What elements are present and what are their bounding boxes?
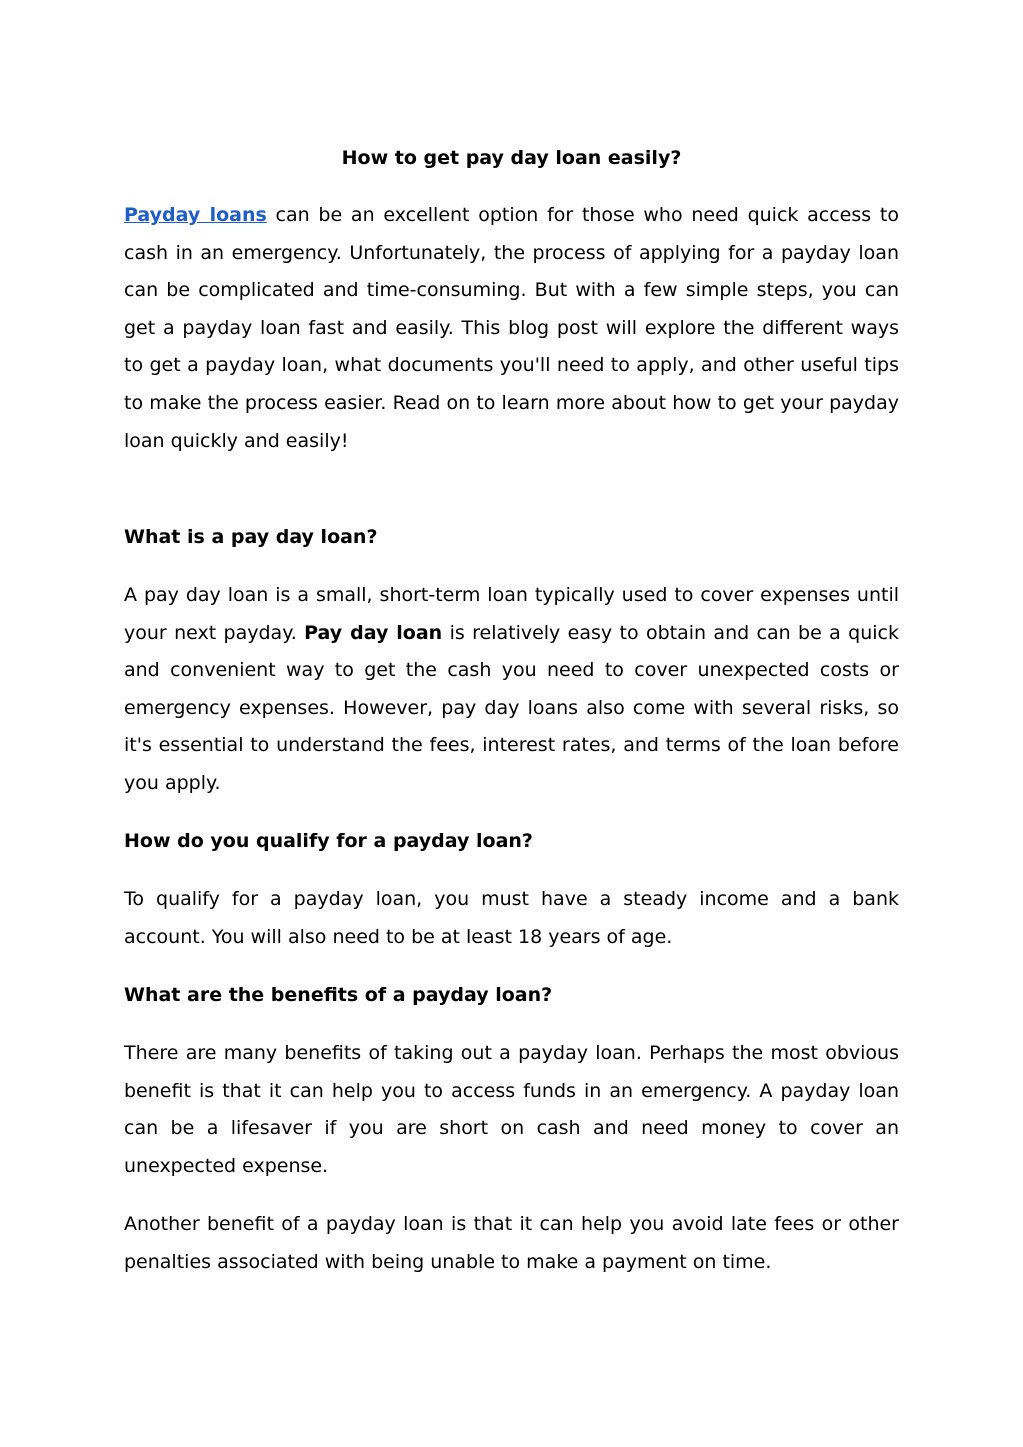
document-title: How to get pay day loan easily? <box>341 147 682 169</box>
section-body-qualify: To qualify for a payday loan, you must have a steady income and a bank account. You will also need to be at least 18 years of age. <box>124 888 899 948</box>
intro-paragraph <box>124 197 899 460</box>
intro-text: can be an excellent option for those who need quick access to cash in an emergency. Unfortunately, the process of applying for a payday loan can be complicated and time-consuming. But with a few simple steps, you can get a payday loan fast and easily. This blog post will explore the different ways to get a payday loan, what documents you'll need to apply, and other useful tips to make the process easier. Read on to learn more about how to get your payday loan quickly and easily! <box>124 204 899 452</box>
what-is-text-after: is relatively easy to obtain and can be a quick and convenient way to get the cash you need to cover unexpected costs or emergency expenses. However, pay day loans also come with several risks, so it's essential to understand the fees, interest rates, and terms of the loan before you apply. <box>124 621 899 794</box>
section-heading-what-is: What is a pay day loan? <box>124 526 378 548</box>
section-heading-benefits: What are the benefits of a payday loan? <box>124 984 553 1006</box>
payday-loans-link[interactable]: Payday loans <box>124 204 267 226</box>
section-body-benefits-2: Another benefit of a payday loan is that it can help you avoid late fees or other penalties associated with being unable to make a payment on time. <box>124 1213 899 1273</box>
pay-day-loan-bold: Pay day loan <box>304 621 443 644</box>
section-body-benefits-1: There are many benefits of taking out a payday loan. Perhaps the most obvious benefit is that it can help you to access funds in an emergency. A payday loan can be a lifesaver if you are short on cash and need money to cover an unexpected expense. <box>124 1042 899 1177</box>
section-body-what-is <box>124 577 899 803</box>
what-is-text-before: A pay day loan is a small, short-term loan typically used to cover expenses until your next payday. <box>124 584 899 644</box>
section-heading-qualify: How do you qualify for a payday loan? <box>124 830 533 852</box>
